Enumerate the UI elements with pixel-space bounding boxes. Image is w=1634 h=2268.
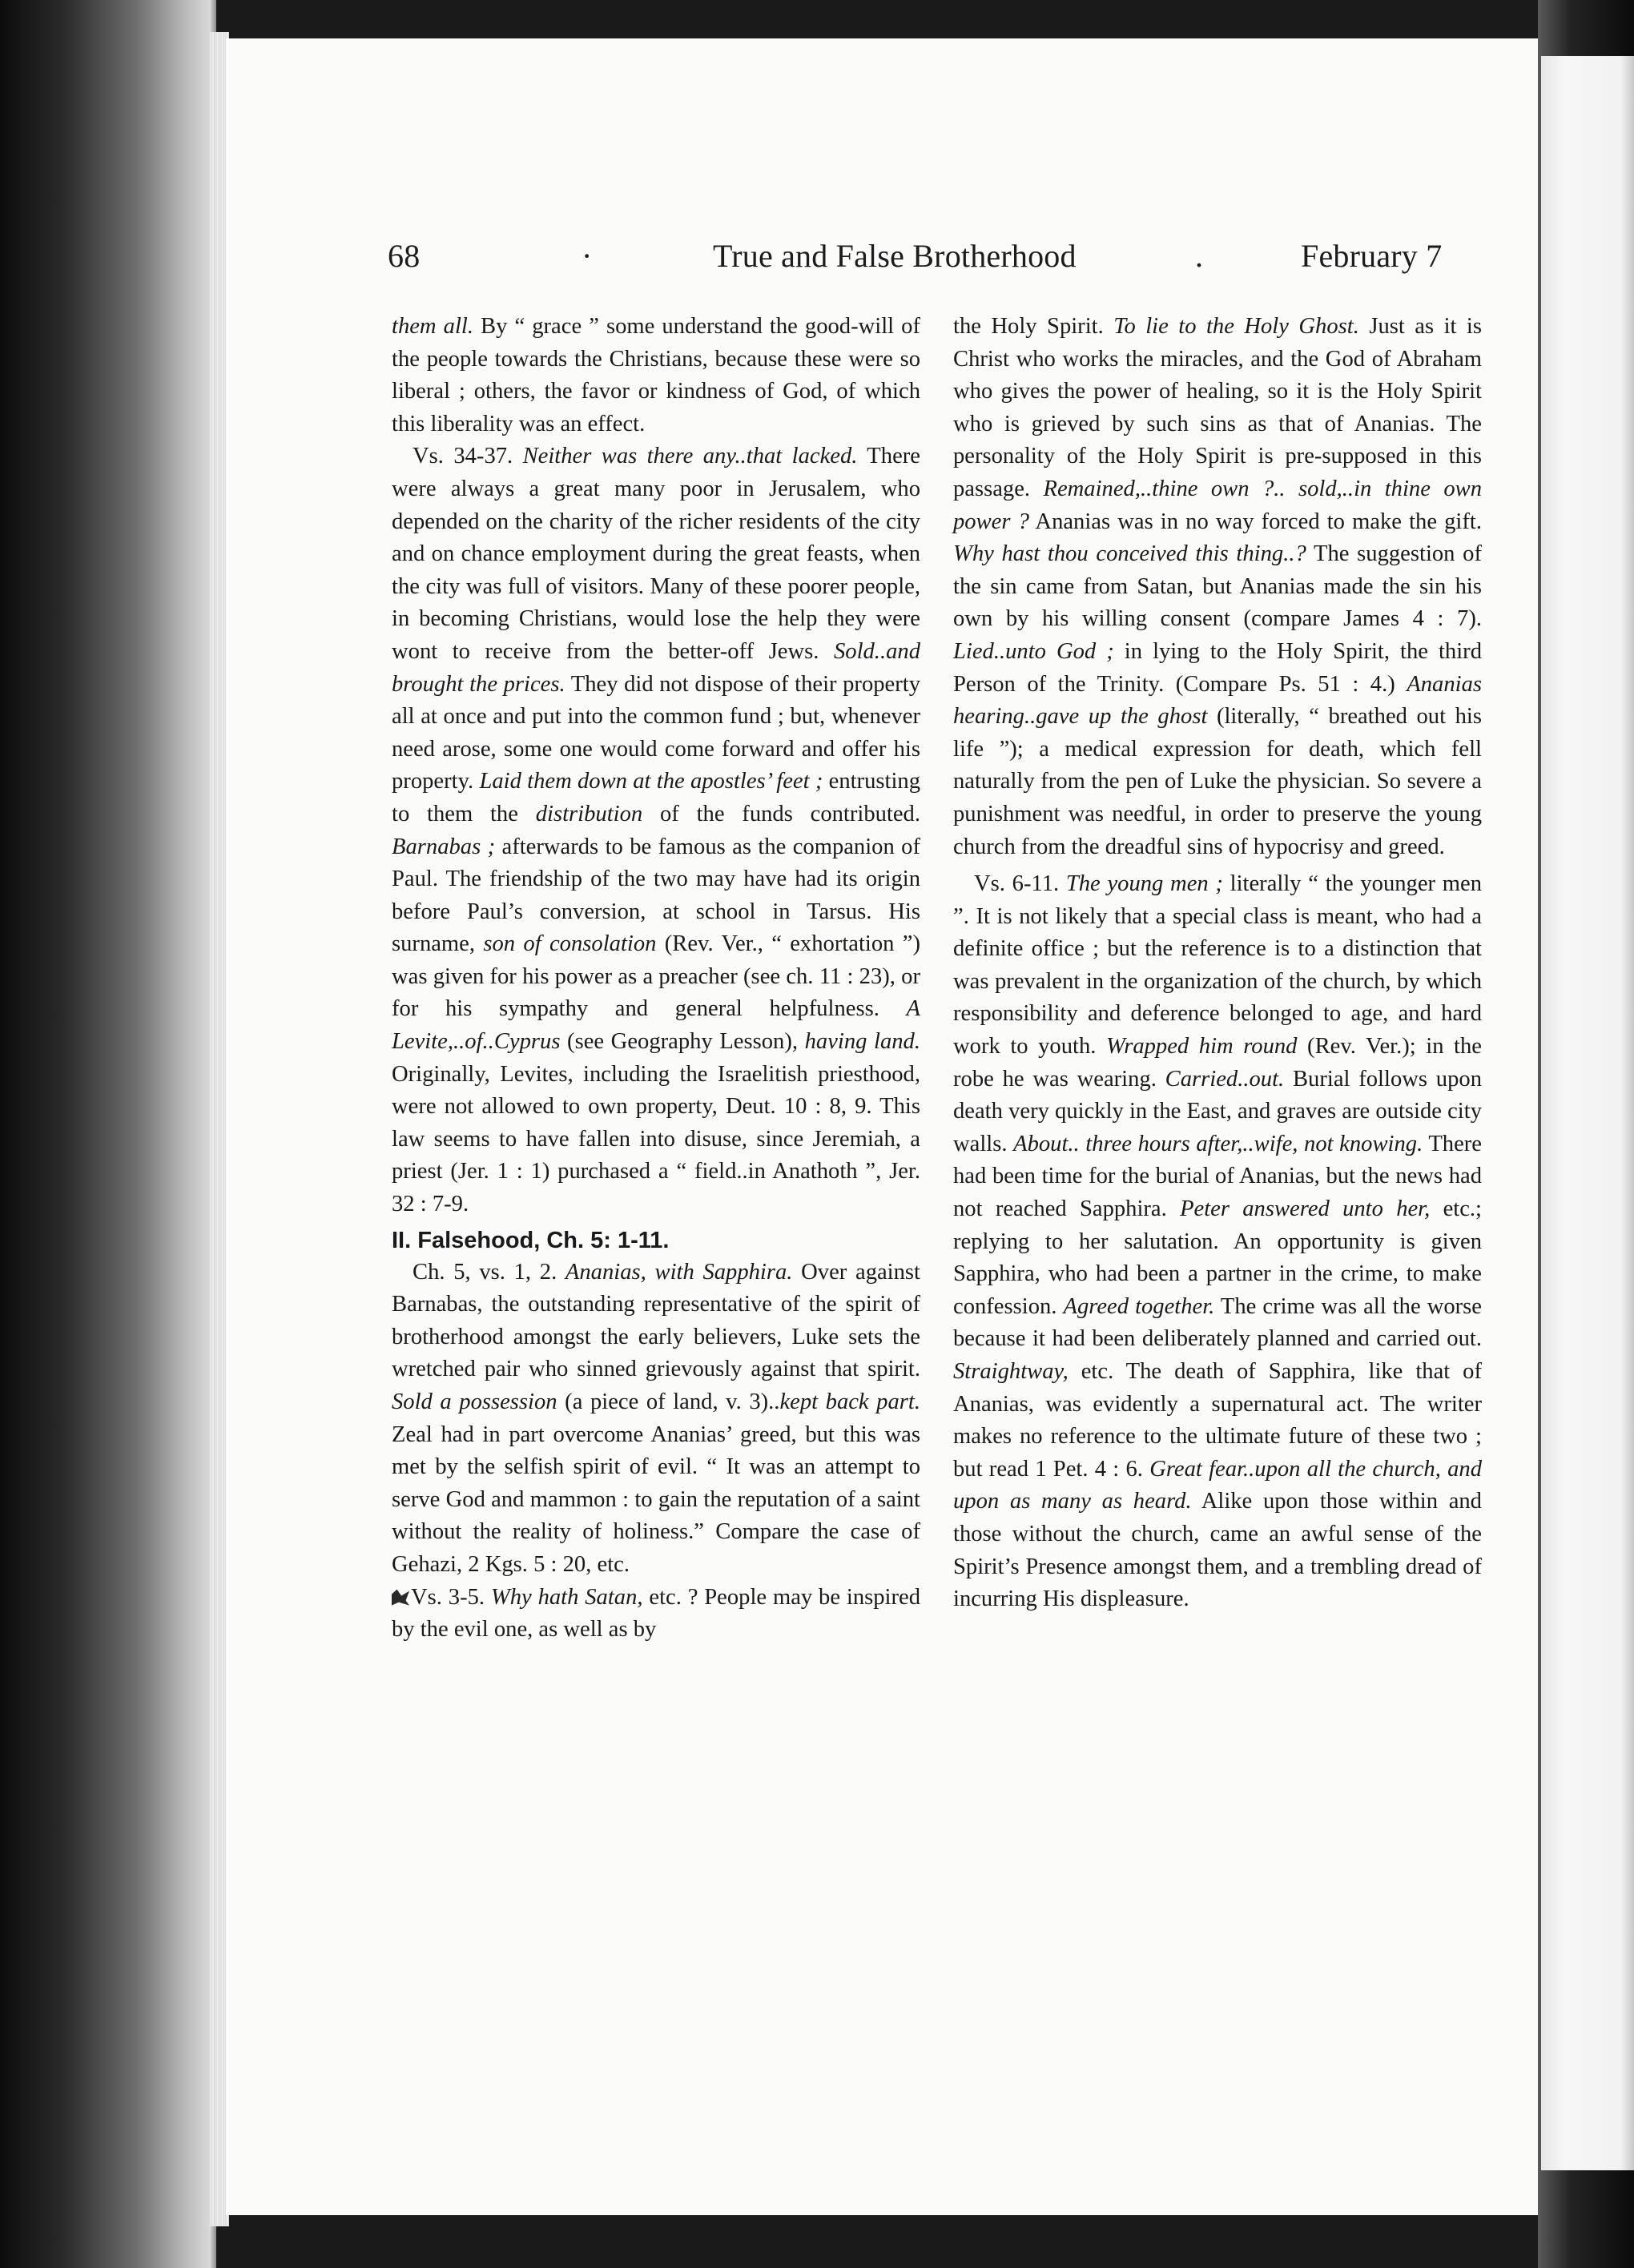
italic-text: To lie to the Holy Ghost. [1113,314,1359,339]
header-separator: . [1195,238,1204,274]
paragraph-text: Vs. 3-5. Why hath Satan, etc. ? People may be inspired by the evil one, as well as by [392,1584,920,1643]
page-number: 68 [388,238,421,274]
italic-text: Great fear..upon all the church, and upon as many as heard. [953,1456,1482,1514]
header-separator: · [582,238,593,274]
italic-text: Ananias, with Sapphira. [565,1259,793,1285]
paragraph: them all. By “ grace ” some understand the good-will of the people towards the Christians, because these were so liberal ; others, the favor or kindness of God, of which this liberality was an effect. [392,314,920,436]
italic-text: Lied..unto God ; [953,638,1114,664]
italic-text: Why hath Satan, [490,1584,643,1610]
italic-text: A Levite,..of..Cyprus [392,996,920,1055]
italic-text: Carried..out. [1165,1066,1285,1092]
next-page-strip [1541,56,1634,2170]
paragraph [392,1582,920,1647]
italic-text: having land. [804,1029,920,1055]
italic-text: Straightway, [953,1359,1069,1384]
italic-text: Ananias hearing..gave up the ghost [953,671,1482,730]
italic-text: Remained,..thine own ?.. sold,..in thine own power ? [953,476,1482,534]
paragraph: Vs. 6-11. The young men ; literally “ the younger men ”. It is not likely that a special class is meant, who had a definite office ; but the reference is to a distinction that was prevalent in the organization of the church, by which responsibility and deference belonged to age, and hard work to youth. Wrapped him round (Rev. Ver.); in the robe he was wearing. Carried..out. Burial follows upon death very quickly in the East, and graves are outside city walls. About.. three hours after,..wife, not knowing. There had been time for the burial of Ananias, but the news had not reached Sapphira. Peter answered unto her, etc.; replying to her salutation. An opportunity is given Sapphira, who had been a partner in the crime, to make confession. Agreed together. The crime was all the worse because it had been deliberately planned and carried out. Straightway, etc. The death of Sapphira, like that of Ananias, was evidently a supernatural act. The writer makes no reference to the ultimate future of these two ; but read 1 Pet. 4 : 6. Great fear..upon all the church, and upon as many as heard. Alike upon those within and those without the church, came an awful sense of the Spirit’s Presence amongst them, and a trembling dread of incurring His displeasure. [953,871,1482,1612]
italic-text: About.. three hours after,..wife, not knowing. [1013,1131,1423,1156]
italic-text: Laid them down at the apostles’ feet ; [479,769,823,794]
italic-text: kept back part. [779,1389,921,1414]
section-heading: II. Falsehood, Ch. 5: 1-11. [392,1227,670,1253]
italic-text: son of consolation [483,931,657,957]
paragraph: Ch. 5, vs. 1, 2. Ananias, with Sapphira. Over against Barnabas, the outstanding representative of the spirit of brotherhood amongst the early believers, Luke sets the wretched pair who sinned grievously against that spirit. Sold a possession (a piece of land, v. 3)..kept back part. Zeal had in part overcome Ananias’ greed, but this was met by the selfish spirit of evil. “ It was an attempt to serve God and mammon : to gain the reputation of a saint without the reality of holiness.” Compare the case of Gehazi, 2 Kgs. 5 : 20, etc. [392,1259,921,1577]
ink-blot-icon [392,1590,409,1606]
italic-text: them all. [392,314,473,339]
italic-text: Neither was there any..that lacked. [522,444,858,469]
right-column [953,311,1482,1616]
italic-text: Agreed together. [1063,1293,1215,1319]
header-title: True and False Brotherhood [713,238,1077,274]
running-header [388,237,1493,293]
italic-text: Sold..and brought the prices. [392,638,920,697]
italic-text: Why hast thou conceived this thing..? [953,541,1306,567]
scan-background-left [0,0,216,2268]
paragraph: Vs. 34-37. Neither was there any..that lacked. There were always a great many poor in Jerusalem, who depended on the charity of the richer residents of the city and on chance employment during the great feasts, when the city was full of visitors. Many of these poorer people, in becoming Christians, would lose the help they were wont to receive from the better-off Jews. Sold..and brought the prices. They did not dispose of their property all at once and put into the common fund ; but, whenever need arose, some one would come forward and offer his property. Laid them down at the apostles’ feet ; entrusting to them the distribution of the funds contributed. Barnabas ; afterwards to be famous as the companion of Paul. The friendship of the two may have had its origin before Paul’s conversion, at school in Tarsus. His surname, son of consolation (Rev. Ver., “ exhortation ”) was given for his power as a preacher (see ch. 11 : 23), or for his sympathy and general helpfulness. A Levite,..of..Cyprus (see Geography Lesson), having land. Originally, Levites, including the Israelitish priesthood, were not allowed to own property, Deut. 10 : 8, 9. This law seems to have fallen into disuse, since Jeremiah, a priest (Jer. 1 : 1) purchased a “ field..in Anathoth ”, Jer. 32 : 7-9. [392,444,921,1217]
italic-text: Sold a possession [392,1389,557,1414]
italic-text: Barnabas ; [392,834,496,859]
paragraph: the Holy Spirit. To lie to the Holy Ghost. Just as it is Christ who works the miracles, and the God of Abraham who gives the power of healing, so it is the Holy Spirit who is grieved by such sins as that of Ananias. The personality of the Holy Spirit is pre-supposed in this passage. Remained,..thine own ?.. sold,..in thine own power ? Ananias was in no way forced to make the gift. Why hast thou conceived this thing..? The suggestion of the sin came from Satan, but Ananias made the sin his own by his willing consent (compare James 4 : 7). Lied..unto God ; in lying to the Holy Spirit, the third Person of the Trinity. (Compare Ps. 51 : 4.) Ananias hearing..gave up the ghost (literally, “ breathed out his life ”); a medical expression for death, which fell naturally from the pen of Luke the physician. So severe a punishment was needful, in order to preserve the young church from the dreadful sins of hypocrisy and greed. [953,314,1482,859]
italic-text: distribution [535,801,643,826]
header-date: February 7 [1301,238,1443,274]
italic-text: Wrapped him round [1105,1034,1298,1060]
left-column [392,311,920,1647]
italic-text: Peter answered unto her, [1180,1196,1431,1222]
italic-text: The young men ; [1065,871,1223,897]
